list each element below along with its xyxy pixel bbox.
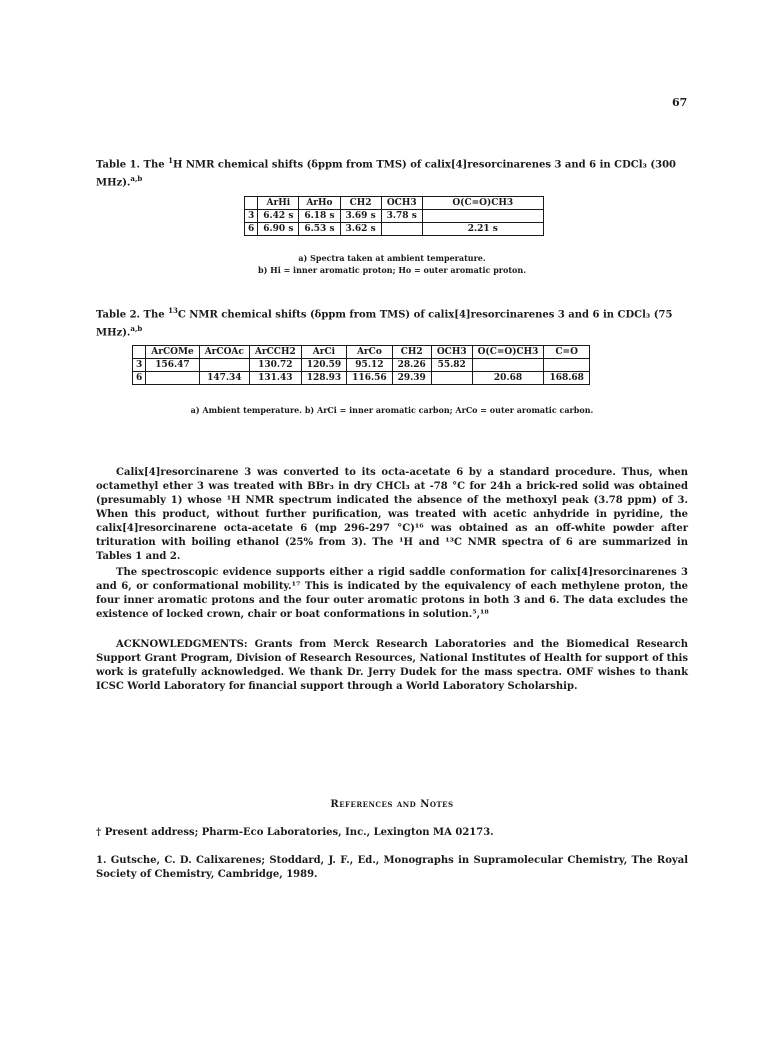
table2-cell xyxy=(544,359,589,372)
table2-cell: 28.26 xyxy=(392,359,431,372)
table2-13c-nmr xyxy=(132,345,590,385)
table2-cell: 130.72 xyxy=(249,359,301,372)
acknowledgments-paragraph: ACKNOWLEDGMENTS: Grants from Merck Research Laboratories and the Biomedical Research Support Grant Program, Division of Research Resources, National Institutes of Health for support of this work is gratefully acknowledged. We thank Dr. Jerry Dudek for the mass spectra. OMF wishes to thank ICSC World Laboratory for financial support through a World Laboratory Scholarship. xyxy=(96,639,688,692)
footnote-present-address: † Present address; Pharm-Eco Laboratories, Inc., Lexington MA 02173. xyxy=(96,827,494,838)
table1-cell xyxy=(381,223,422,236)
table1-caption-footnote-marks: a,b xyxy=(130,174,143,184)
table1-cell: 6.18 s xyxy=(299,210,340,223)
table2-cell: 3 xyxy=(133,359,146,372)
references-heading: References and Notes xyxy=(330,799,454,810)
table2-caption-footnote-marks: a,b xyxy=(130,324,143,334)
table1-cell: 3 xyxy=(245,210,258,223)
table2-header-cell: OCH3 xyxy=(431,346,472,359)
table1-cell: 6.53 s xyxy=(299,223,340,236)
table2-header-cell: ArCOMe xyxy=(146,346,199,359)
table2-cell xyxy=(199,359,249,372)
table2-cell: 128.93 xyxy=(301,372,346,385)
table2-header-cell: O(C=O)CH3 xyxy=(472,346,544,359)
table2-header-cell xyxy=(133,346,146,359)
table1-row xyxy=(245,210,544,223)
table2-caption-prefix: Table 2. The xyxy=(96,309,169,321)
table2-cell: 6 xyxy=(133,372,146,385)
table1-caption xyxy=(96,154,686,191)
table1-cell: 6.90 s xyxy=(258,223,299,236)
table2-caption-text: C NMR chemical shifts (δppm from TMS) of calix[4]resorcinarenes 3 and 6 in CDCl₃ (75 MHz). xyxy=(96,309,673,339)
table2-cell: 55.82 xyxy=(431,359,472,372)
table2-header-cell: ArCOAc xyxy=(199,346,249,359)
page-number: 67 xyxy=(672,96,688,109)
table1-header-cell: OCH3 xyxy=(381,197,422,210)
table1-header-cell xyxy=(245,197,258,210)
table2-header-cell: CH2 xyxy=(392,346,431,359)
table2-header-cell: C=O xyxy=(544,346,589,359)
table1-caption-prefix: Table 1. The xyxy=(96,159,169,171)
table2-row xyxy=(133,372,590,385)
table1-note-b: b) Hi = inner aromatic proton; Ho = outer aromatic proton. xyxy=(258,265,526,275)
table2-cell: 20.68 xyxy=(472,372,544,385)
table2-cell: 95.12 xyxy=(347,359,392,372)
table2-cell: 147.34 xyxy=(199,372,249,385)
table2-cell xyxy=(146,372,199,385)
body-paragraph-1: Calix[4]resorcinarene 3 was converted to its octa-acetate 6 by a standard procedure. Thus, when octamethyl ether 3 was treated with BBr₃ in dry CHCl₃ at -78 °C for 24h a brick-red solid was obtained (presumably 1) whose ¹H NMR spectrum indicated the absence of the methoxyl peak (3.78 ppm) of 3. When this product, without further purification, was treated with acetic anhydride in pyridine, the calix[4]resorcinarene octa-acetate 6 (mp 296-297 °C)¹⁶ was obtained as an off-white powder after trituration with boiling ethanol (25% from 3). The ¹H and ¹³C NMR spectra of 6 are summarized in Tables 1 and 2. xyxy=(96,467,688,562)
table1-caption-text: H NMR chemical shifts (δppm from TMS) of calix[4]resorcinarenes 3 and 6 in CDCl₃ (300 MHz). xyxy=(96,159,676,189)
table2-row xyxy=(133,359,590,372)
body-paragraph-2: The spectroscopic evidence supports either a rigid saddle conformation for calix[4]resorcinarenes 3 and 6, or conformational mobility.¹⁷ This is indicated by the equivalency of each methylene proton, the four inner aromatic protons and the four outer aromatic protons in both 3 and 6. The data excludes the existence of locked crown, chair or boat conformations in solution.⁵,¹⁸ xyxy=(96,567,688,620)
table1-note-a: a) Spectra taken at ambient temperature. xyxy=(298,253,486,263)
table2-cell: 156.47 xyxy=(146,359,199,372)
table1-header-cell: CH2 xyxy=(340,197,381,210)
table1-header-row xyxy=(245,197,544,210)
table1-row xyxy=(245,223,544,236)
reference-1: 1. Gutsche, C. D. Calixarenes; Stoddard, J. F., Ed., Monographs in Supramolecular Chemistry, The Royal Society of Chemistry, Cambridge, 1989. xyxy=(96,855,688,880)
table1-cell: 6 xyxy=(245,223,258,236)
table2-header-cell: ArCo xyxy=(347,346,392,359)
table2-caption xyxy=(96,304,686,341)
table1-cell xyxy=(422,210,543,223)
table2-caption-nucleus: 13 xyxy=(168,306,178,315)
table1-caption-nucleus: 1 xyxy=(168,156,173,165)
table2-cell: 120.59 xyxy=(301,359,346,372)
table1-cell: 3.62 s xyxy=(340,223,381,236)
table2-cell: 168.68 xyxy=(544,372,589,385)
table2-cell: 29.39 xyxy=(392,372,431,385)
table1-cell: 3.78 s xyxy=(381,210,422,223)
table2-cell: 116.56 xyxy=(347,372,392,385)
table1-header-cell: ArHi xyxy=(258,197,299,210)
table1-1h-nmr xyxy=(244,196,544,236)
table1-cell: 2.21 s xyxy=(422,223,543,236)
table2-cell xyxy=(472,359,544,372)
table1-cell: 6.42 s xyxy=(258,210,299,223)
table1-header-cell: ArHo xyxy=(299,197,340,210)
table2-header-row xyxy=(133,346,590,359)
table1-header-cell: O(C=O)CH3 xyxy=(422,197,543,210)
table2-cell xyxy=(431,372,472,385)
table2-header-cell: ArCCH2 xyxy=(249,346,301,359)
table1-cell: 3.69 s xyxy=(340,210,381,223)
table2-cell: 131.43 xyxy=(249,372,301,385)
table2-header-cell: ArCi xyxy=(301,346,346,359)
table2-note: a) Ambient temperature. b) ArCi = inner aromatic carbon; ArCo = outer aromatic carbon. xyxy=(190,405,594,415)
